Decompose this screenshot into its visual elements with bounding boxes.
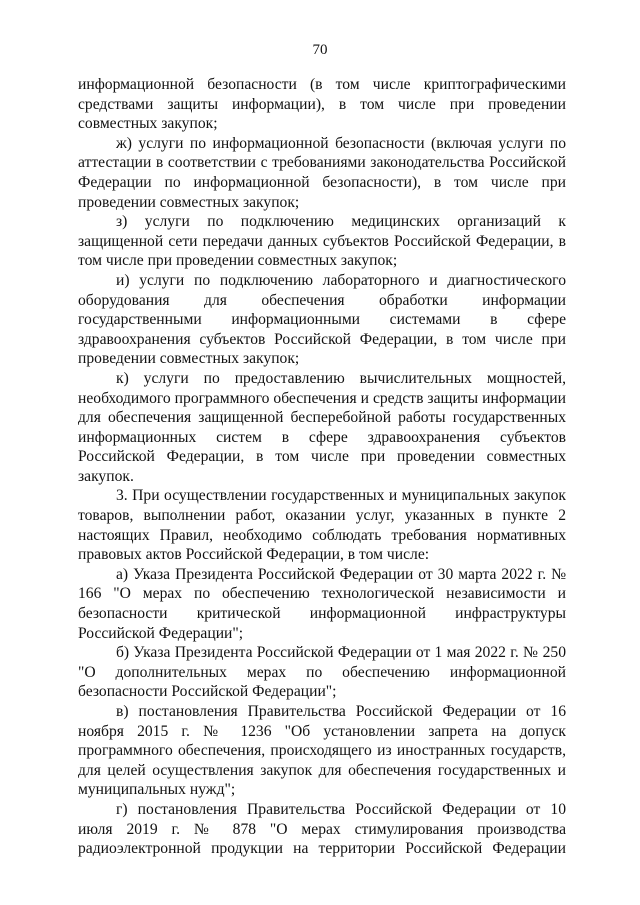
paragraph-item-zh: ж) услуги по информационной безопасности (включая услуги по аттестации в соответствии с требованиями законодательства Российской Федерации по информационной безопасности), в том числе при проведении совместных закупок; [78,134,566,211]
paragraph-continuation: информационной безопасности (в том числе криптографическими средствами защиты информации), в том числе при проведении совместных закупок; [78,76,566,133]
document-body [78,75,566,859]
page-number: 70 [312,42,328,58]
paragraph-item-a: а) Указа Президента Российской Федерации от 30 марта 2022 г. № 166 "О мерах по обеспечению технологической независимости и безопасности критической информационной инфраструктуры Российской Федерации"; [78,565,566,642]
paragraph-item-v: в) постановления Правительства Российской Федерации от 16 ноября 2015 г. № 1236 "Об установлении запрета на допуск программного обеспечения, происходящего из иностранных государств, для целей осуществления закупок для обеспечения государственных и муниципальных нужд"; [78,703,566,799]
paragraph-item-b: б) Указа Президента Российской Федерации от 1 мая 2022 г. № 250 "О дополнительных мерах по обеспечению информационной безопасности Российской Федерации"; [78,644,566,701]
paragraph-item-z: з) услуги по подключению медицинских организаций к защищенной сети передачи данных субъектов Российской Федерации, в том числе при проведении совместных закупок; [78,213,566,270]
paragraph-clause-3: 3. При осуществлении государственных и муниципальных закупок товаров, выполнении работ, оказании услуг, указанных в пункте 2 настоящих Правил, необходимо соблюдать требования нормативных правовых актов Российской Федерации, в том числе: [78,487,566,564]
paragraph-item-k: к) услуги по предоставлению вычислительных мощностей, необходимого программного обеспечения и средств защиты информации для обеспечения защищенной бесперебойной работы государственных информационных систем в сфере здравоохранения субъектов Российской Федерации, в том числе при проведении совместных закупок. [78,369,566,485]
paragraph-item-g: г) постановления Правительства Российской Федерации от 10 июля 2019 г. № 878 "О мерах стимулирования производства радиоэлектронной продукции на территории Российской Федерации [78,800,566,858]
paragraph-item-i: и) услуги по подключению лабораторного и диагностического оборудования для обеспечения обработки информации государственными информационными системами в сфере здравоохранения субъектов Российской Федерации, в том числе при проведении совместных закупок; [78,271,566,368]
